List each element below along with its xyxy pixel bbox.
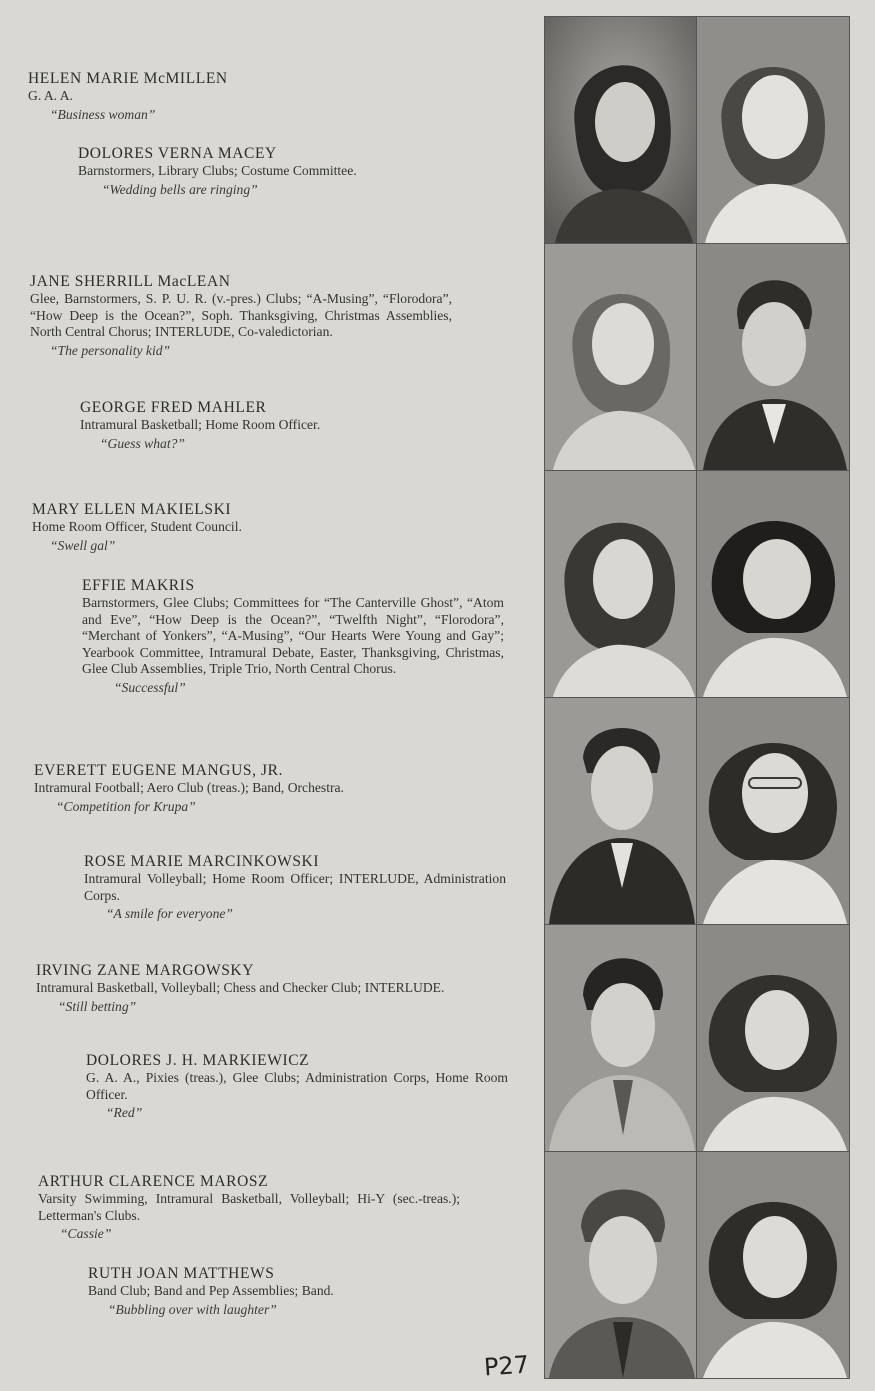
student-activities: Intramural Football; Aero Club (treas.); Band, Orchestra. <box>34 780 344 795</box>
student-quote: “Business woman” <box>50 106 156 122</box>
student-name: MARY ELLEN MAKIELSKI <box>32 501 232 518</box>
student-entry <box>80 399 460 452</box>
portrait-photo <box>544 470 698 698</box>
student-quote: “Successful” <box>114 679 186 695</box>
student-entry <box>88 1265 468 1318</box>
student-activities: Barnstormers, Glee Clubs; Committees for “The Canterville Ghost”, “Atom and Eve”, “How Deep is the Ocean?”, “Twelfth Night”, “Florodora”, “Merchant of Yonkers”, “A-Musing”, “Our Hearts Were Young and Gay”; Yearbook Committee, Intramural Debate, Easter, Thanksgiving, Christmas, Glee Club Assemblies, Triple Trio, North Central Chorus. <box>82 595 504 677</box>
page-number: P27 <box>483 1350 530 1382</box>
student-activities: Barnstormers, Library Clubs; Costume Committee. <box>78 163 357 178</box>
student-name: EFFIE MAKRIS <box>82 577 195 594</box>
portrait-illustration <box>545 698 697 924</box>
portrait-photo <box>544 243 698 471</box>
student-name: GEORGE FRED MAHLER <box>80 399 267 416</box>
portrait-photo <box>696 470 850 698</box>
student-entry <box>38 1173 460 1242</box>
student-entry <box>82 577 504 696</box>
student-entry <box>34 762 454 815</box>
student-quote: “Cassie” <box>60 1226 112 1242</box>
portrait-photo <box>696 1151 850 1379</box>
portrait-photo <box>696 697 850 925</box>
student-entry <box>86 1052 508 1121</box>
student-name: DOLORES VERNA MACEY <box>78 145 277 162</box>
portrait-grid <box>544 16 848 1376</box>
portrait-photo <box>696 243 850 471</box>
student-entry <box>30 273 452 359</box>
student-activities: Intramural Basketball, Volleyball; Chess and Checker Club; INTERLUDE. <box>36 980 445 995</box>
portrait-photo <box>696 924 850 1152</box>
student-activities: Intramural Basketball; Home Room Officer. <box>80 417 321 432</box>
student-activities: Varsity Swimming, Intramural Basketball, Volleyball; Hi-Y (sec.-treas.); Letterman's Clubs. <box>38 1191 460 1223</box>
student-quote: “A smile for everyone” <box>106 906 233 922</box>
student-activities: Home Room Officer, Student Council. <box>32 519 242 534</box>
student-name: HELEN MARIE McMILLEN <box>28 70 228 87</box>
student-activities: Glee, Barnstormers, S. P. U. R. (v.-pres.) Clubs; “A-Musing”, “Florodora”, “How Deep is the Ocean?”, Soph. Thanksgiving, Christmas Assemblies, North Central Chorus; INTERLUDE, Co-valedictorian. <box>30 291 452 340</box>
portrait-illustration <box>545 1152 697 1378</box>
student-entry <box>84 853 506 922</box>
portrait-illustration <box>697 698 849 924</box>
student-name: EVERETT EUGENE MANGUS, JR. <box>34 762 284 779</box>
portrait-photo <box>544 16 698 244</box>
portrait-illustration <box>545 471 697 697</box>
portrait-photo <box>544 924 698 1152</box>
portrait-illustration <box>697 17 849 243</box>
student-name: DOLORES J. H. MARKIEWICZ <box>86 1052 310 1069</box>
student-name: ROSE MARIE MARCINKOWSKI <box>84 853 320 870</box>
student-entry <box>32 501 452 554</box>
student-quote: “Competition for Krupa” <box>56 798 196 814</box>
student-quote: “Bubbling over with laughter” <box>108 1301 277 1317</box>
portrait-illustration <box>545 17 697 243</box>
student-entry <box>28 70 468 123</box>
portrait-illustration <box>697 471 849 697</box>
portrait-photo <box>544 1151 698 1379</box>
portrait-illustration <box>697 1152 849 1378</box>
student-quote: “The personality kid” <box>50 342 171 358</box>
portrait-illustration <box>697 244 849 470</box>
portrait-illustration <box>697 925 849 1151</box>
student-activities: G. A. A. <box>28 88 73 103</box>
student-entry <box>36 962 460 1015</box>
student-name: JANE SHERRILL MacLEAN <box>30 273 231 290</box>
portrait-illustration <box>545 244 697 470</box>
student-entry <box>78 145 472 198</box>
portrait-photo <box>696 16 850 244</box>
student-name: ARTHUR CLARENCE MAROSZ <box>38 1173 269 1190</box>
student-name: RUTH JOAN MATTHEWS <box>88 1265 275 1282</box>
student-activities: Intramural Volleyball; Home Room Officer; INTERLUDE, Administration Corps. <box>84 871 506 903</box>
student-quote: “Swell gal” <box>50 537 116 553</box>
student-activities: Band Club; Band and Pep Assemblies; Band. <box>88 1283 334 1298</box>
portrait-photo <box>544 697 698 925</box>
student-quote: “Still betting” <box>58 998 137 1014</box>
portrait-illustration <box>545 925 697 1151</box>
student-activities: G. A. A., Pixies (treas.), Glee Clubs; Administration Corps, Home Room Officer. <box>86 1070 508 1102</box>
student-quote: “Red” <box>106 1105 143 1121</box>
student-quote: “Wedding bells are ringing” <box>102 181 258 197</box>
student-name: IRVING ZANE MARGOWSKY <box>36 962 255 979</box>
student-quote: “Guess what?” <box>100 435 185 451</box>
